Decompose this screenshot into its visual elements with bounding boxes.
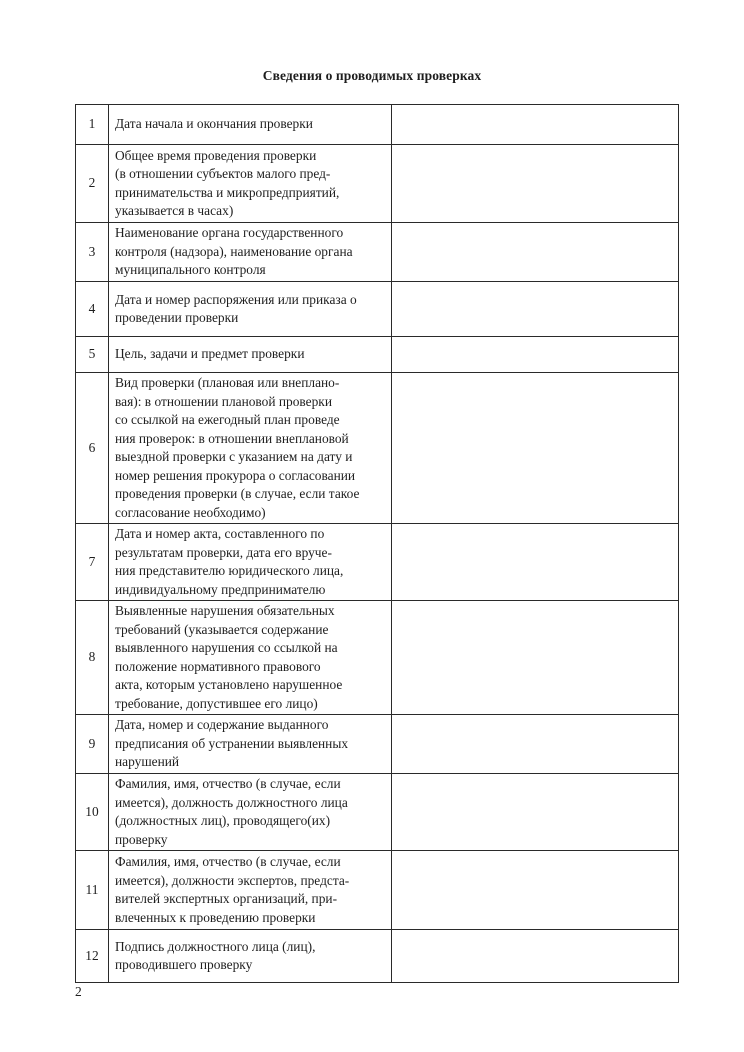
label-line: Подпись должностного лица (лиц),	[115, 938, 316, 954]
row-label	[109, 145, 392, 223]
row-value-cell[interactable]	[392, 223, 679, 282]
row-value-cell[interactable]	[392, 601, 679, 715]
label-line: выявленного нарушения со ссылкой на	[115, 640, 338, 655]
row-number: 2	[76, 145, 109, 223]
label-line: принимательства и микропредприятий,	[115, 184, 340, 200]
table-row	[76, 930, 679, 983]
row-value-cell[interactable]	[392, 337, 679, 373]
label-line: ния представителю юридического лица,	[115, 563, 344, 578]
row-value-cell[interactable]	[392, 851, 679, 930]
label-line: имеется), должность должностного лица	[115, 794, 348, 810]
table-row	[76, 851, 679, 930]
row-number: 8	[76, 601, 109, 715]
label-line: указывается в часах)	[115, 203, 234, 218]
label-line: предписания об устранении выявленных	[115, 735, 349, 751]
label-line: со ссылкой на ежегодный план проведе	[115, 412, 340, 427]
row-number: 11	[76, 851, 109, 930]
row-number: 7	[76, 524, 109, 601]
document-title: Сведения о проводимых проверках	[262, 68, 482, 83]
label-line: Дата, номер и содержание выданного	[115, 717, 329, 733]
label-line: нарушений	[115, 754, 180, 770]
label-line: ния проверок: в отношении внеплановой	[115, 430, 349, 446]
label-line: Дата и номер акта, составленного по	[115, 526, 325, 541]
row-number: 3	[76, 223, 109, 282]
table-row	[76, 715, 679, 774]
label-line: индивидуальному предпринимателю	[115, 581, 326, 597]
label-line: номер решения прокурора о согласовании	[115, 467, 356, 483]
label-line: Выявленные нарушения обязательных	[115, 603, 335, 618]
label-line: проверку	[115, 831, 168, 847]
label-line: муниципального контроля	[115, 262, 266, 278]
table-row	[76, 601, 679, 715]
row-label	[109, 373, 392, 524]
label-line: Дата начала и окончания проверки	[115, 116, 313, 132]
row-label	[109, 524, 392, 601]
label-line: согласование необходимо)	[115, 504, 266, 520]
row-label	[109, 105, 392, 145]
table-row	[76, 524, 679, 601]
label-line: проводившего проверку	[115, 957, 253, 972]
row-value-cell[interactable]	[392, 282, 679, 337]
row-value-cell[interactable]	[392, 774, 679, 851]
row-label	[109, 223, 392, 282]
row-number: 9	[76, 715, 109, 774]
label-line: акта, которым установлено нарушенное	[115, 677, 343, 692]
label-line: влеченных к проведению проверки	[115, 909, 316, 925]
table-row	[76, 145, 679, 223]
row-value-cell[interactable]	[392, 145, 679, 223]
row-value-cell[interactable]	[392, 715, 679, 774]
label-line: выездной проверки с указанием на дату и	[115, 449, 353, 464]
table-row	[76, 337, 679, 373]
row-value-cell[interactable]	[392, 105, 679, 145]
label-line: положение нормативного правового	[115, 658, 321, 674]
label-line: Вид проверки (плановая или внеплано-	[115, 375, 340, 390]
row-label	[109, 601, 392, 715]
row-number: 6	[76, 373, 109, 524]
label-line: имеется), должности экспертов, предста-	[115, 872, 350, 888]
table-row	[76, 373, 679, 524]
label-line: (в отношении субъектов малого пред-	[115, 166, 331, 181]
row-label	[109, 282, 392, 337]
row-label	[109, 715, 392, 774]
page-number: 2	[75, 984, 82, 999]
row-value-cell[interactable]	[392, 524, 679, 601]
label-line: Наименование органа государственного	[115, 225, 344, 241]
label-line: требование, допустившее его лицо)	[115, 695, 318, 711]
label-line: проведения проверки (в случае, если такое	[115, 486, 360, 501]
label-line: Дата и номер распоряжения или приказа о	[115, 291, 357, 307]
row-number: 12	[76, 930, 109, 983]
label-line: (должностных лиц), проводящего(их)	[115, 813, 331, 828]
label-line: Фамилия, имя, отчество (в случае, если	[115, 776, 341, 791]
label-line: Фамилия, имя, отчество (в случае, если	[115, 854, 341, 869]
row-number: 5	[76, 337, 109, 373]
label-line: вителей экспертных организаций, при-	[115, 891, 338, 906]
row-number: 10	[76, 774, 109, 851]
label-line: результатам проверки, дата его вруче-	[115, 544, 332, 560]
row-label	[109, 930, 392, 983]
row-number: 1	[76, 105, 109, 145]
label-line: Общее время проведения проверки	[115, 147, 317, 163]
table-row	[76, 774, 679, 851]
label-line: вая): в отношении плановой проверки	[115, 393, 332, 409]
table-row	[76, 282, 679, 337]
table-row	[76, 105, 679, 145]
label-line: Цель, задачи и предмет проверки	[115, 346, 305, 362]
row-number: 4	[76, 282, 109, 337]
row-label	[109, 337, 392, 373]
label-line: требований (указывается содержание	[115, 621, 329, 637]
label-line: проведении проверки	[115, 310, 239, 325]
label-line: контроля (надзора), наименование органа	[115, 243, 353, 259]
inspection-info-table	[75, 104, 679, 983]
row-value-cell[interactable]	[392, 930, 679, 983]
table-row	[76, 223, 679, 282]
row-label	[109, 851, 392, 930]
row-value-cell[interactable]	[392, 373, 679, 524]
row-label	[109, 774, 392, 851]
